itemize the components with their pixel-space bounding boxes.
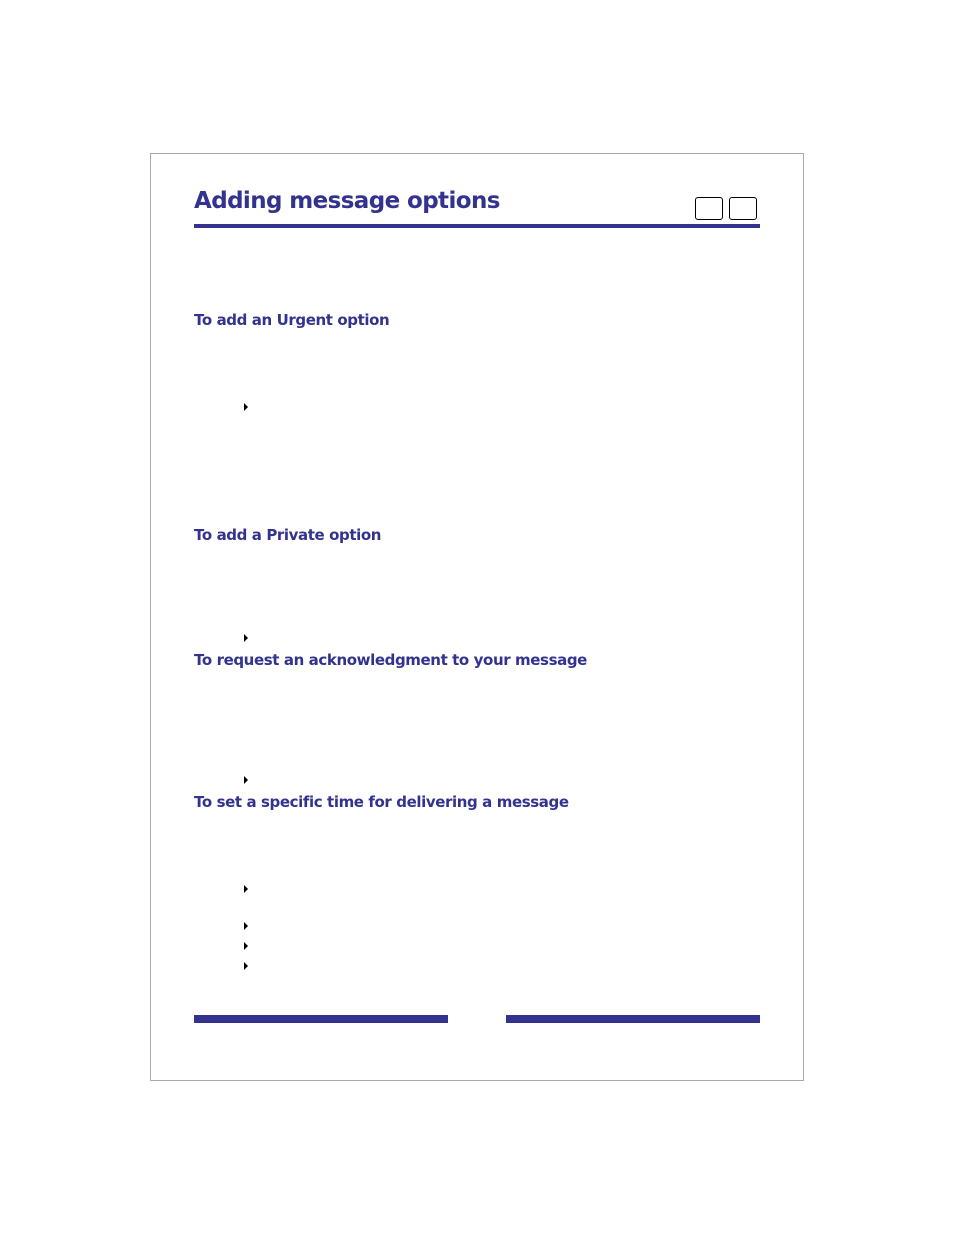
step-arrow-icon <box>244 922 248 930</box>
page-frame <box>150 153 804 1081</box>
tab-box-2 <box>729 197 757 220</box>
step-arrow-icon <box>244 776 248 784</box>
step-arrow-icon <box>244 403 248 411</box>
footer-bar-right <box>506 1015 760 1023</box>
title-rule <box>194 224 760 228</box>
tab-box-1 <box>695 197 723 220</box>
step-arrow-icon <box>244 885 248 893</box>
page-title: Adding message options <box>194 188 500 214</box>
section-heading-private: To add a Private option <box>194 526 382 544</box>
step-arrow-icon <box>244 942 248 950</box>
footer-bar-left <box>194 1015 448 1023</box>
step-arrow-icon <box>244 962 248 970</box>
section-heading-delivery-time: To set a specific time for delivering a message <box>194 793 569 811</box>
section-heading-urgent: To add an Urgent option <box>194 311 390 329</box>
section-heading-acknowledgment: To request an acknowledgment to your message <box>194 651 587 669</box>
step-arrow-icon <box>244 634 248 642</box>
